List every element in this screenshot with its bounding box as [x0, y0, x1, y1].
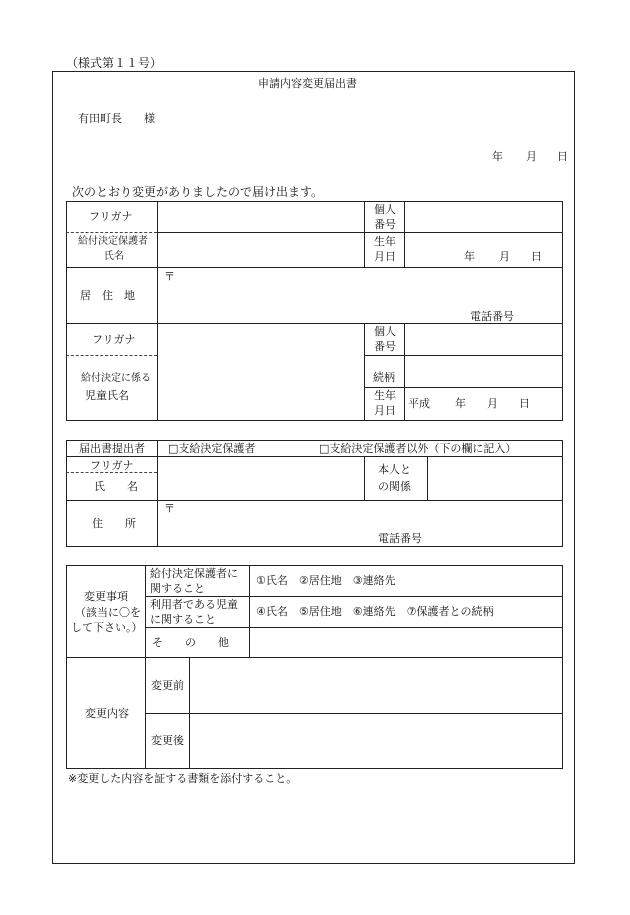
submitter-postal-mark: 〒 [164, 502, 175, 515]
attachment-note: ※変更した内容を証する書類を添付すること。 [68, 772, 298, 785]
date-day: 日 [557, 150, 568, 163]
guardian-change-label-2: 関すること [150, 582, 205, 595]
change-items-label: 変更事項 [84, 590, 128, 603]
birth-year: 年 [464, 250, 475, 263]
child-name-label: 給付決定に係る [81, 373, 151, 384]
birth-label-2: 月日 [374, 250, 396, 263]
guardian-change-label: 給付決定保護者に [150, 567, 238, 580]
submitter-option-other[interactable]: □支給決定保護者以外（下の欄に記入） [319, 442, 517, 455]
submitter-address-label: 住 所 [92, 517, 136, 530]
intro-text: 次のとおり変更がありましたので届け出ます。 [72, 185, 324, 199]
child-change-label: 利用者である児童 [150, 598, 238, 611]
other-field[interactable] [250, 628, 562, 656]
after-field[interactable] [190, 714, 562, 768]
child-birth-year: 年 [455, 397, 466, 410]
child-name-label-2: 児童氏名 [85, 389, 129, 402]
date-month: 月 [526, 150, 537, 163]
furigana-field[interactable] [158, 202, 363, 231]
birth-month: 月 [499, 250, 510, 263]
personal-number-label-2: 番号 [374, 218, 396, 231]
residence-phone-label: 電話番号 [470, 310, 514, 323]
relation-label: 本人と [378, 463, 411, 476]
guardian-name-field[interactable] [158, 233, 363, 266]
relation-field[interactable] [428, 457, 562, 499]
submitter-option-guardian[interactable]: □支給決定保護者 [168, 442, 256, 455]
date-year: 年 [492, 150, 503, 163]
child-furigana-label: フリガナ [92, 333, 136, 346]
child-personal-number-field[interactable] [405, 324, 562, 354]
submitter-address-field[interactable] [158, 501, 562, 546]
form-number: （様式第１１号） [66, 56, 163, 70]
child-change-options[interactable]: ④氏名 ⑤居住地 ⑥連絡先 ⑦保護者との続柄 [256, 605, 494, 618]
birth-day: 日 [531, 250, 542, 263]
child-personal-number-label: 個人 [374, 325, 396, 338]
submitter-phone-label: 電話番号 [378, 532, 422, 545]
guardian-name-label: 給付決定保護者 [78, 236, 148, 247]
other-label: そ の 他 [152, 636, 229, 649]
child-birth-month: 月 [487, 397, 498, 410]
before-label: 変更前 [151, 679, 184, 692]
heisei-label: 平成 [408, 397, 430, 410]
change-items-label-3: して下さい。） [71, 621, 143, 634]
relationship-label: 続柄 [373, 371, 395, 384]
birth-label: 生年 [374, 235, 396, 248]
before-field[interactable] [190, 658, 562, 712]
change-items-label-2: （該当に〇を [75, 606, 141, 619]
child-change-label-2: に関すること [150, 613, 216, 626]
residence-label: 居 住 地 [80, 289, 135, 302]
residence-postal-mark: 〒 [164, 270, 175, 283]
child-birth-day: 日 [519, 397, 530, 410]
after-label: 変更後 [151, 734, 184, 747]
relationship-field[interactable] [405, 356, 562, 386]
child-name-field[interactable] [158, 356, 363, 420]
child-birth-label: 生年 [374, 389, 396, 402]
furigana-label: フリガナ [89, 210, 133, 223]
child-birth-label-2: 月日 [374, 404, 396, 417]
form-title: 申請内容変更届出書 [258, 77, 357, 90]
relation-label-2: の関係 [378, 480, 411, 493]
change-content-label: 変更内容 [85, 707, 129, 720]
submitter-label: 届出書提出者 [79, 442, 145, 455]
personal-number-field[interactable] [405, 202, 562, 231]
submitter-furigana-label: フリガナ [90, 459, 134, 472]
child-personal-number-label-2: 番号 [374, 340, 396, 353]
child-furigana-field[interactable] [158, 324, 363, 354]
residence-field[interactable] [158, 268, 562, 322]
guardian-change-options[interactable]: ①氏名 ②居住地 ③連絡先 [256, 574, 396, 587]
personal-number-label: 個人 [374, 203, 396, 216]
submitter-name-label: 氏 名 [94, 480, 138, 493]
guardian-name-sublabel: 氏名 [104, 251, 124, 262]
submitter-name-field[interactable] [158, 457, 363, 499]
addressee: 有田町長 様 [78, 112, 155, 125]
